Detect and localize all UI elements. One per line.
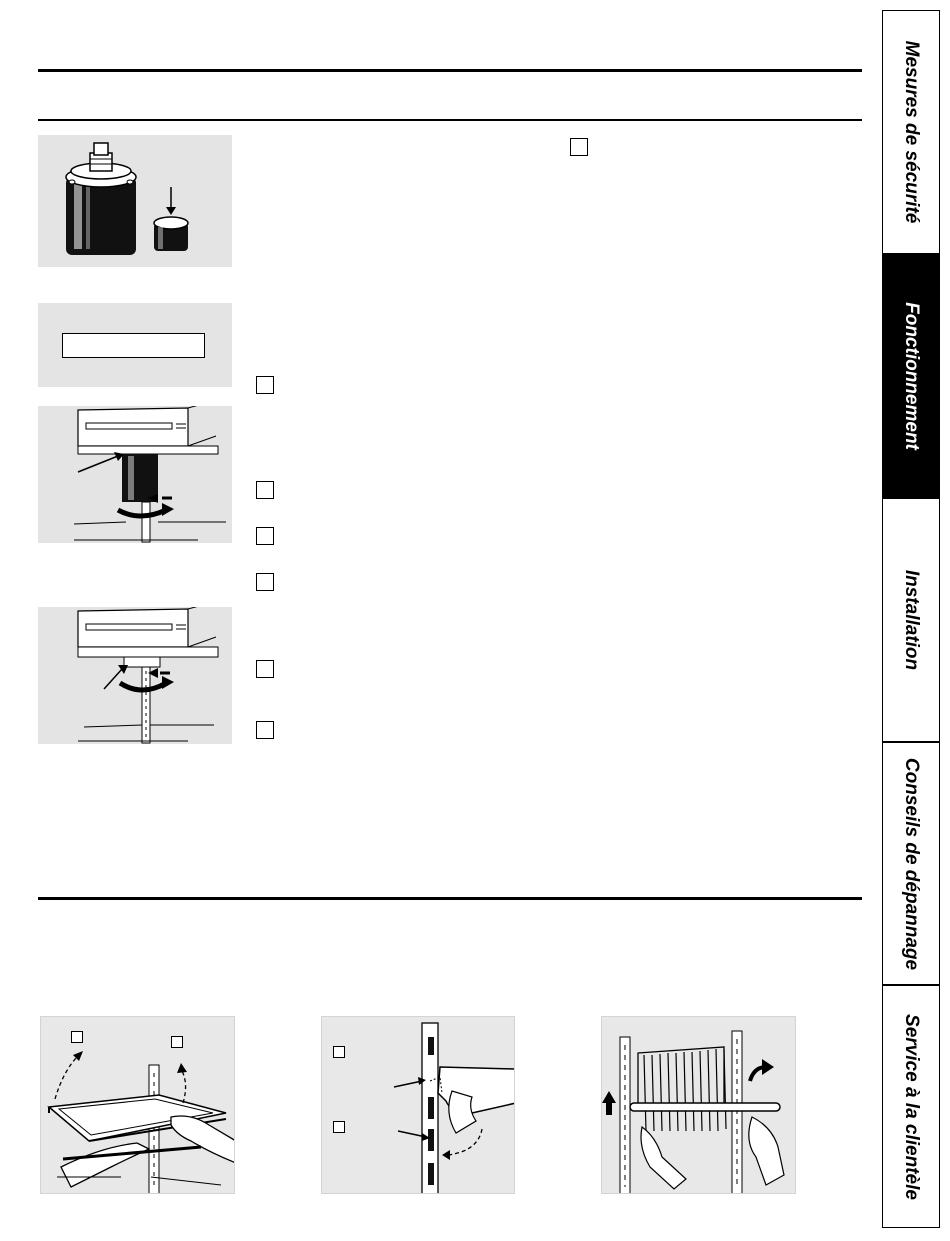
step-box-4: [256, 527, 274, 545]
filter-reset-figure: [38, 303, 232, 387]
indicator-label-box: [62, 333, 205, 358]
figure-label-box: [71, 1031, 83, 1043]
shelf-bracket-figure: [321, 1016, 515, 1194]
tab-mesures-de-securite[interactable]: [882, 10, 940, 254]
step-box-7: [256, 721, 274, 739]
shelf-bracket-hook-icon: [322, 1017, 515, 1194]
tab-fonctionnement[interactable]: [882, 254, 940, 498]
step-box-5: [256, 573, 274, 591]
tab-installation[interactable]: [882, 498, 940, 742]
tab-service-a-la-clientele[interactable]: [882, 985, 940, 1228]
water-filter-cartridge-icon: [38, 135, 232, 267]
bypass-plug-icon: [154, 217, 188, 251]
tab-label: Fonctionnement: [901, 302, 922, 450]
step-box-2: [256, 376, 274, 394]
filter-install-figure: [38, 406, 232, 543]
glass-shelf-figure: [40, 1016, 235, 1194]
wire-shelf-lift-icon: [602, 1017, 796, 1194]
tab-label: Installation: [901, 569, 922, 671]
filter-remove-figure: [38, 607, 232, 744]
filter-remove-rotate-icon: [38, 607, 232, 744]
filter-install-rotate-icon: [38, 406, 232, 543]
section-rule-shelves: [38, 897, 862, 900]
tab-label: Service à la clientèle: [901, 1013, 922, 1200]
figure-label-box: [333, 1046, 345, 1058]
section-rule-top: [38, 69, 862, 72]
filter-cartridge-figure: [38, 135, 232, 267]
tab-label: Mesures de sécurité: [901, 40, 922, 224]
tab-conseils-de-depannage[interactable]: [882, 742, 940, 985]
step-box-1: [570, 138, 588, 156]
step-box-3: [256, 481, 274, 499]
tab-label: Conseils de dépannage: [901, 757, 922, 970]
glass-shelf-removal-icon: [41, 1017, 235, 1194]
figure-label-box: [171, 1036, 183, 1048]
wire-shelf-figure: [601, 1016, 796, 1194]
figure-label-box: [333, 1121, 345, 1133]
step-box-6: [256, 660, 274, 678]
section-rule-filter: [38, 119, 862, 121]
